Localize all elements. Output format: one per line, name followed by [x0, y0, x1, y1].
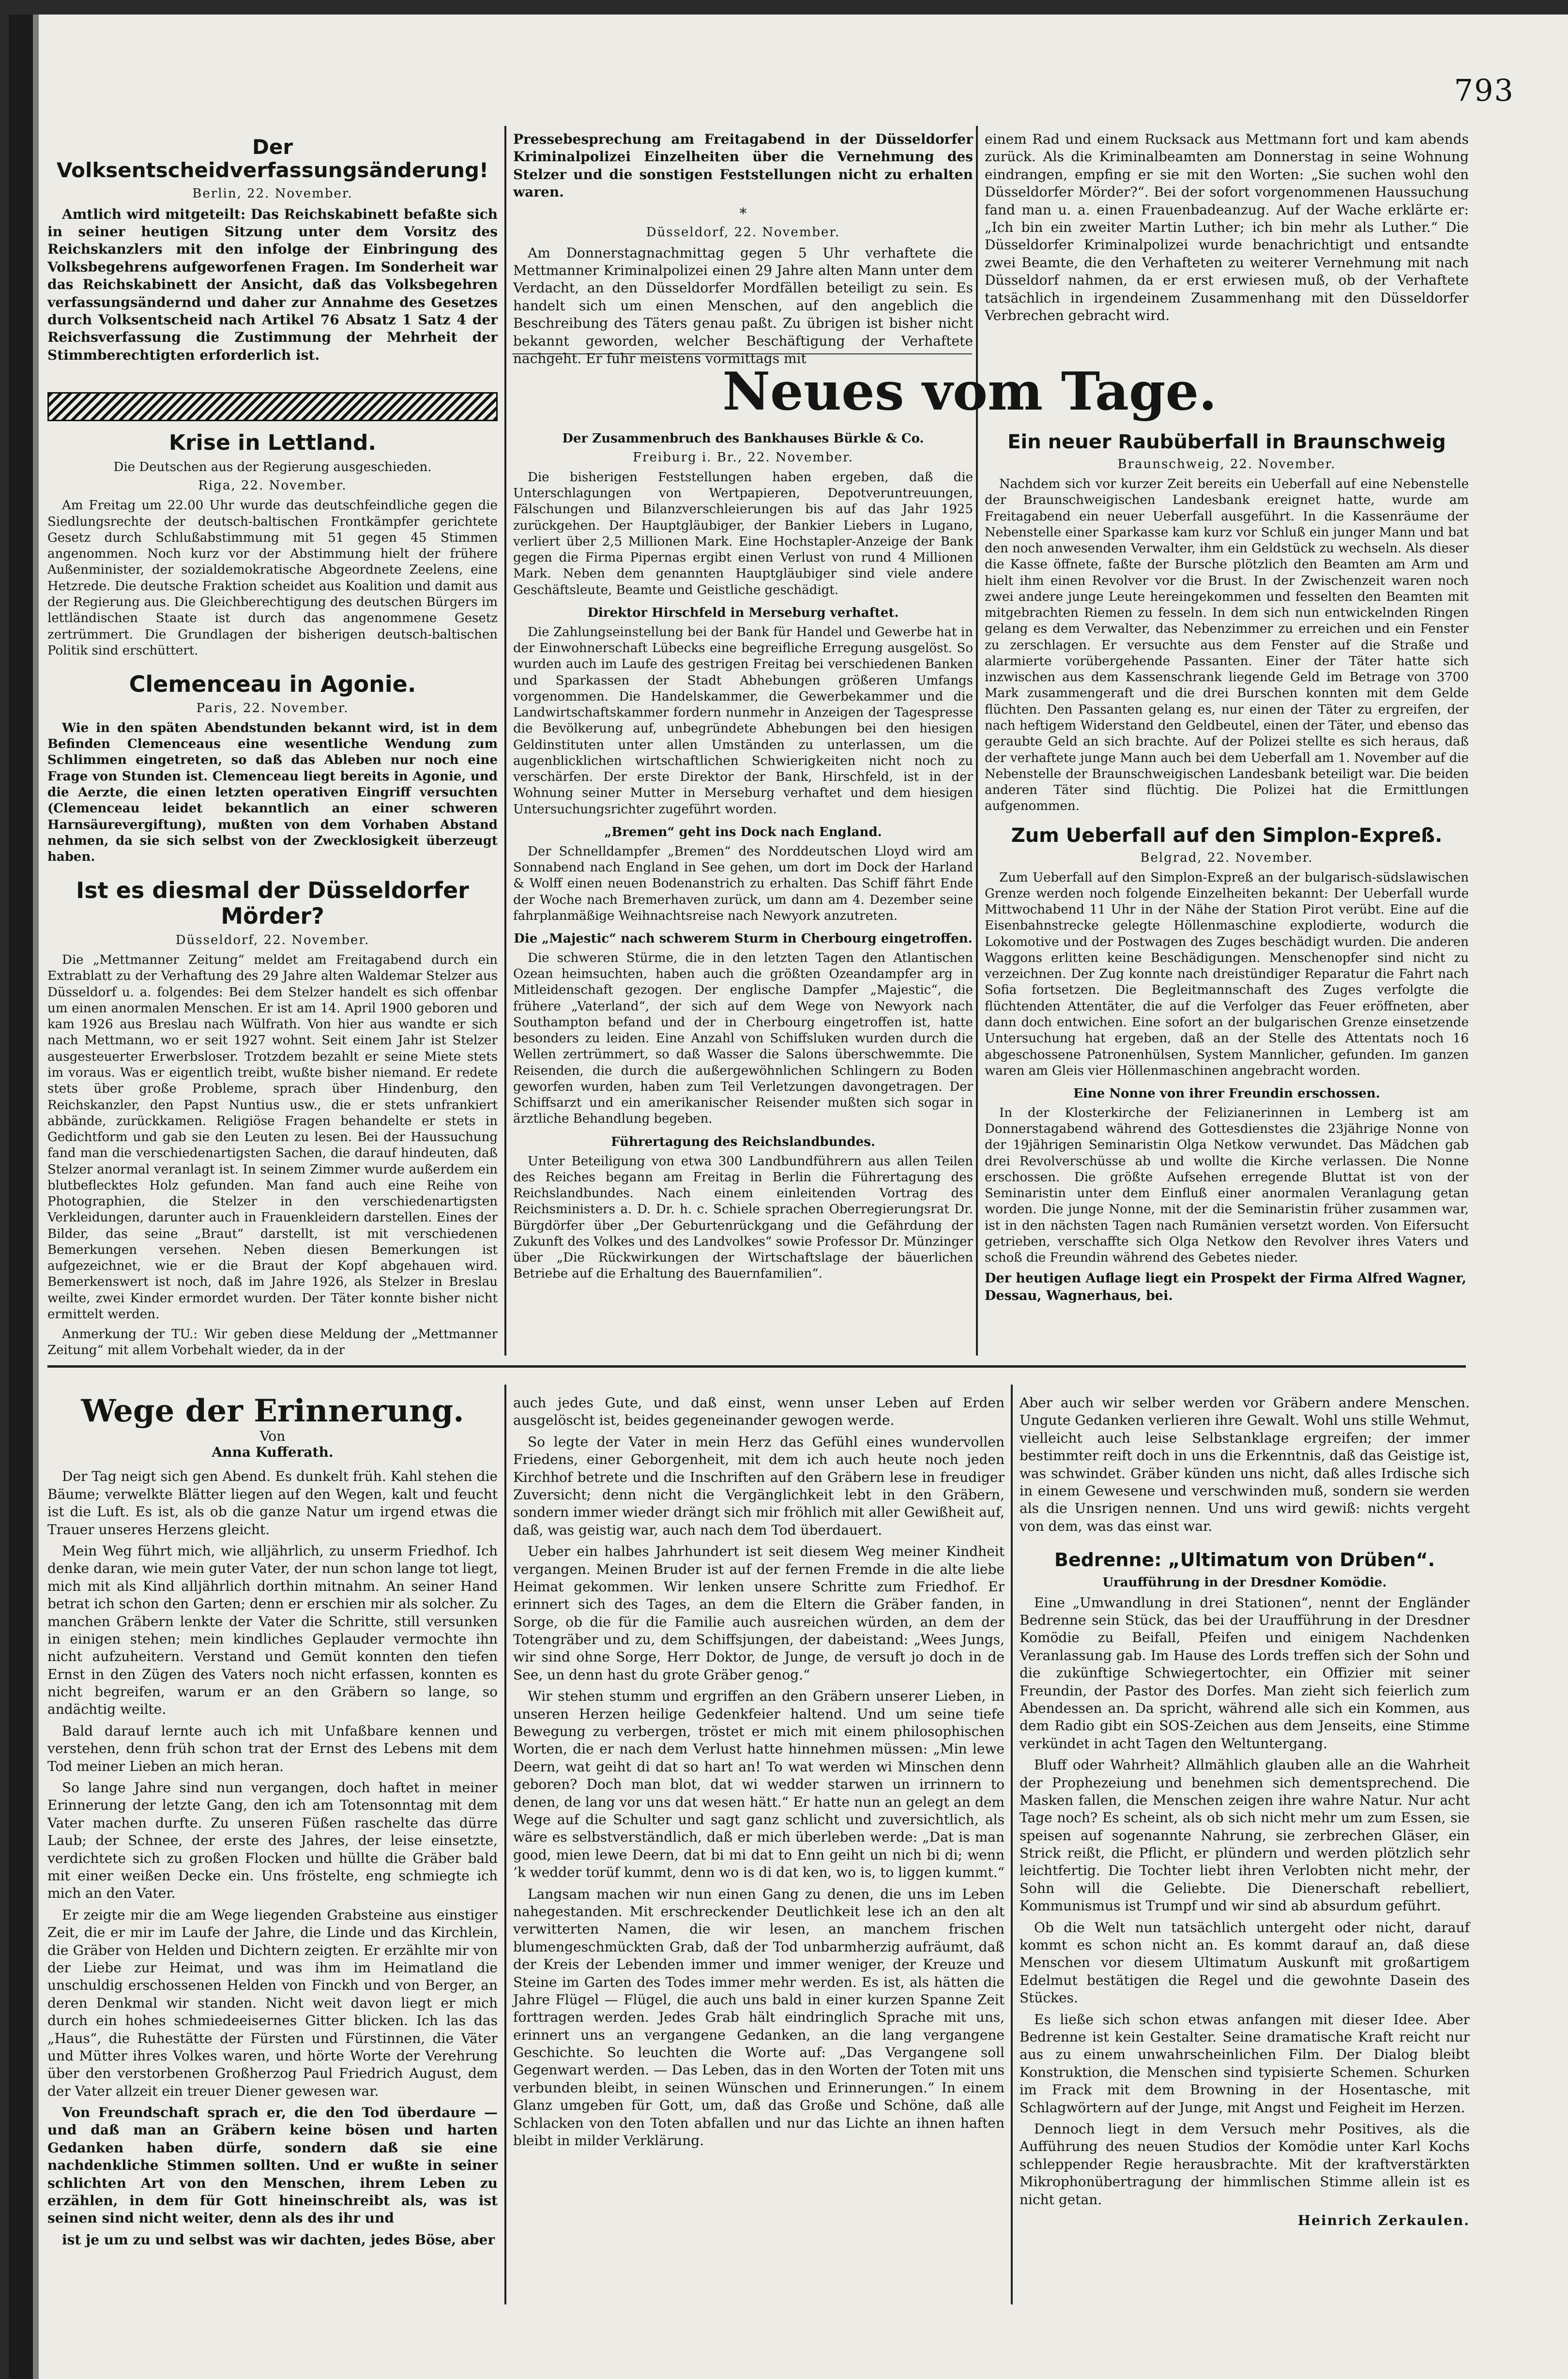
article-text: Die Zahlungseinstellung bei der Bank für Handel und Gewerbe hat in der Einwohnerschaft Lübecks eine begreifliche Erregung ausgelöst. So wurden auch im Laufe des gestrigen Freitag bei verschiedenen Banken und Sparkassen der Stadt Abhebungen größeren Umfangs vorgenommen. Die Handelskammer, die Gewerbekammer und die Landwirtschaftskammer fordern nunmehr in Anzeigen der Tagespresse die Bevölkerung auf, unbegründete Abhebungen bei den hiesigen Geldinstituten unter allen Umständen zu unterlassen, um die augenblicklichen wirtschaftlichen Schwierigkeiten nicht noch zu verschärfen. Der erste Direktor der Bank, Hirschfeld, ist in der Wohnung seiner Mutter in Merseburg verhaftet und dem hiesigen Untersuchungsrichter zugeführt worden.	[513, 625, 973, 817]
paragraph: auch jedes Gute, und daß einst, wenn unser Leben auf Erden ausgelöscht ist, beides gegeneinander gewogen werde.	[513, 1395, 1005, 1429]
column-3-top	[985, 131, 1469, 363]
article-continuation: einem Rad und einem Rucksack aus Mettmann fort und kam abends zurück. Als die Kriminalbeamten am Donnerstag in seine Wohnung eindrangen, empfing er sie mit den Worten: „Sie suchen wohl den Düsseldorfer Mörder?“. Bei der sofort vorgenommenen Haussuchung fand man u. a. einen Frauenbadeanzug. Auf der Wache erklärte er: „Ich bin ein zweiter Martin Luther; ich bin mehr als Luther.“ Die Düsseldorfer Kriminalpolizei wurde benachrichtigt und entsandte zwei Beamte, die den Verhafteten zu weiterer Vernehmung mit nach Düsseldorf nahmen, da er erst erwiesen muß, ob der Verhaftete tatsächlich in irgendeinem Zusammenhang mit den Düsseldorfer Verbrechen gebracht wird.	[985, 131, 1469, 323]
paragraph: Er zeigte mir die am Wege liegenden Grabsteine aus einstiger Zeit, die er mir im Laufe der Jahre, die Linde und das Kirchlein, die Gräber von Helden und Dichtern zeigten. Er erzählte mir von der Liebe zur Heimat, und was ihm im Heimatland die unschuldig erschossenen Helden von Finckh und von Berger, an deren Denkmal wir standen. Nicht weit davon liegt er mich durch ein hohes schmiedeeisernes Gitter blicken. Ich las das „Haus“, die Ruhestätte der Fürsten und Fürstinnen, die Väter und Mütter ihres Volkes waren, und hörte Worte der Verehrung über den verstorbenen Großherzog Paul Friedrich August, dem der Vater allzeit ein treuer Diener gewesen war.	[47, 1906, 498, 2099]
paragraph: Aber auch wir selber werden vor Gräbern andere Menschen. Ungute Gedanken verlieren ihre Gewalt. Wohl uns stille Wehmut, vielleicht auch leise Selbstanklage ergreifen; der immer bestimmter reift doch in uns die Erkenntnis, daß das Geistige ist, was schwindet. Gräber künden uns nicht, daß alles Irdische sich in einem Gewesene und verschwinden muß, sondern sie werden als die Unsrigen nennen. Und uns wird gewiß: nichts vergeht von dem, was das einst war.	[1020, 1395, 1470, 1534]
decorative-banner	[47, 392, 498, 421]
paragraph: So lange Jahre sind nun vergangen, doch haftet in meiner Erinnerung der letzte Gang, den ich am Totensonntag mit dem Vater machen durfte. Zu unseren Füßen raschelte das dürre Laub; der Schnee, der erste des Jahres, der leise einsetzte, verdichtete sich zu großen Flocken und hüllte die Gräber bald mit einer weißen Decke ein. Uns fröstelte, eng schmiegte ich mich an den Vater.	[47, 1780, 498, 1902]
byline: Von	[259, 1428, 286, 1445]
dateline: Freiburg i. Br., 22. November.	[633, 450, 853, 465]
subheadline: Die Deutschen aus der Regierung ausgeschieden.	[113, 459, 432, 474]
headline-buerkle: Der Zusammenbruch des Bankhauses Bürkle & Co.	[562, 431, 924, 446]
dateline: Braunschweig, 22. November.	[1117, 457, 1336, 472]
headline-clemenceau: Clemenceau in Agonie.	[129, 671, 416, 698]
review-signature: Heinrich Zerkaulen.	[1297, 2212, 1470, 2228]
feuilleton-column-1	[47, 1394, 498, 2304]
supplement-notice: Der heutigen Auflage liegt ein Prospekt der Firma Alfred Wagner, Dessau, Wagnerhaus, bei.	[985, 1271, 1467, 1303]
paragraph: Ueber ein halbes Jahrhundert ist seit diesem Weg meiner Kindheit vergangen. Meinen Bruder ist auf der fernen Fremde in die alte liebe Heimat gekommen. Wir lenken unsere Schritte zum Friedhof. Er erinnert sich des Tages, an dem die Eltern die Gräber fanden, in Sorge, ob die für die Familie auch ausreichen würden, an dem der Totengräber und zu, dem Schiffsjungen, der dabeistand: „Wees Jungs, wir sind ohne Sorge, Herr Doktor, de Junge, de versuft jo doch in de See, un denn hast du grote Gräber genog.“	[513, 1543, 1005, 1683]
column-rule-4	[1011, 1385, 1013, 2304]
dateline: Düsseldorf, 22. November.	[646, 225, 840, 240]
article-text: Amtlich wird mitgeteilt: Das Reichskabinett befaßte sich in seiner heutigen Sitzung unter dem Vorsitz des Reichskanzlers mit den infolge der Einbringung des Volksbegehrens aufgeworfenen Fragen. Im Sonderheit war das Reichskabinett der Ansicht, daß das Volksbegehren verfassungsändernd und daher zur Annahme des Gesetzes durch Volksentscheid nach Artikel 76 Absatz 1 Satz 4 der Reichsverfassung die Zustimmung der Mehrheit der Stimmberechtigten erforderlich ist.	[47, 206, 498, 363]
article-text: Die bisherigen Feststellungen haben ergeben, daß die Unterschlagungen von Wertpapieren, Depotveruntreuungen, Fälschungen und Bilanzverschleierungen bis auf das Jahr 1925 zurückgehen. Der Hauptgläubiger, der Bankier Liebers in Lugano, verliert über 2,5 Millionen Mark. Eine Hochstapler-Anzeige der Bank gegen die Firma Pipernas ergibt einen Verlust von rund 4 Millionen Mark. Neben dem genannten Hauptgläubiger sind viele andere Geschäftsleute, Beamte und Geistliche geschädigt.	[513, 470, 973, 597]
column-rule-1	[504, 126, 506, 1356]
paragraph: Eine „Umwandlung in drei Stationen“, nennt der Engländer Bedrenne sein Stück, das bei der Uraufführung in der Dresdner Komödie zu Beifall, Pfeifen und einigem Nachdenken Veranlassung gab. Im Hause des Lords treffen sich der Sohn und die zukünftige Schwiegertochter, ein Offizier mit seiner Freundin, der Pastor des Dorfes. Man zieht sich feierlich zum Abendessen an. Da spricht, während alle sich ein Kommen, aus dem Radio gibt ein SOS-Zeichen aus dem Jenseits, eine Stimme verkündet in acht Tagen den Weltuntergang.	[1020, 1594, 1470, 1752]
newspaper-page	[9, 15, 1568, 2379]
page-number: 793	[1454, 73, 1514, 108]
feuilleton-separator-rule	[47, 1365, 1466, 1368]
dateline: Berlin, 22. November.	[192, 186, 353, 201]
paragraph: Wir stehen stumm und ergriffen an den Gräbern unserer Lieben, in unseren Herzen heilige Gedenkfeier haltend. Und um seine tiefe Bewegung zu verbergen, tröstet er mich mit einem philosophischen Worten, die er nach dem Verlust hatte hinnehmen müssen: „Min lewe Deern, wat geiht di dat so hart an! To wat werden wi Minschen denn geboren? Doch man blot, dat wi wedder starwen un irrinnern to denen, de lang vor uns dat wesen hätt.“ Er hatte nun an gelegt an dem Wege auf die Schulter und sagt ganz schlicht und zuversichtlich, als wäre es selbstverständlich, daß er mich überleben werde: „Dat is man good, mien lewe Deern, dat bi mi dat to Enn geiht un nich bi di; wenn ’k wedder torüf kummt, denn wo is di dat ken, wo is, to liggen kummt.“	[513, 1688, 1005, 1881]
subheadline: Uraufführung in der Dresdner Komödie.	[1102, 1575, 1387, 1590]
headline-bremen: „Bremen“ geht ins Dock nach England.	[604, 824, 882, 839]
dateline: Riga, 22. November.	[198, 478, 347, 493]
column-2	[513, 431, 973, 1360]
headline-krise-lettland: Krise in Lettland.	[168, 430, 377, 455]
scan-gutter-dark	[9, 15, 33, 2379]
headline-hirschfeld: Direktor Hirschfeld in Merseburg verhaftet.	[587, 605, 899, 620]
dateline: Belgrad, 22. November.	[1140, 850, 1313, 865]
paragraph: Langsam machen wir nun einen Gang zu denen, die uns im Leben nahegestanden. Mit erschreckender Deutlichkeit lese ich an den alt verwitterten Namen, die wir lesen, an manchem frischen blumengeschmückten Grab, daß der Tod unbarmherzig aufräumt, daß der Kreis der Lebenden immer und immer weniger, der Kreuze und Steine im Garten des Todes immer mehr werden. Es ist, als hätten die Jahre Flügel — Flügel, die auch uns bald in einer kurzen Spanne Zeit forttragen werden. Jedes Grab hält eindringlich Sprache mit uns, erinnert uns an vergangene Gedanken, an die lang vergangene Geschichte. So leuchten die Worte auf: „Das Vergangene soll Gegenwart werden. — Das Leben, das in den Worten der Toten mit uns verbunden bleibt, in seinen Wünschen und Erinnerungen.“ In einem Glanz umgeben für Gott, um, daß das Große und Schöne, daß alle Schlacken von den Toten abfallen und nur das Lichte an ihnen haften bleibt in milder Verklärung.	[513, 1886, 1005, 2149]
headline-volksentscheid: Der Volksentscheidverfassungsänderung!	[56, 135, 489, 183]
article-text: Am Freitag um 22.00 Uhr wurde das deutschfeindliche gegen die Siedlungsrechte der deutsch-baltischen Frontkämpfer gerichtete Gesetz durch Schlußabstimmung mit 51 gegen 45 Stimmen angenommen. Noch kurz vor der Abstimmung hielt der frühere Außenminister, der sozialdemokratische Abgeordnete Zeelens, eine Hetzrede. Die deutsche Fraktion scheidet aus Koalition und damit aus der Regierung aus. Die Gleichberechtigung des deutschen Bürgers im lettländischen Staate ist durch das angenommene Gesetz zertrümmert. Die Grundlagen der bisherigen deutsch-baltischen Politik sind erschüttert.	[47, 498, 498, 658]
headline-majestic: Die „Majestic“ nach schwerem Sturm in Cherbourg eingetroffen.	[514, 931, 973, 946]
article-text: Wie in den späten Abendstunden bekannt wird, ist in dem Befinden Clemenceaus eine wesentliche Wendung zum Schlimmen eingetreten, so daß das Ableben nur noch eine Frage von Stunden ist. Clemenceau liegt bereits in Agonie, und die Aerzte, die einen letzten operativen Eingriff versuchten (Clemenceau leidet bekanntlich an einer schweren Harnsäurevergiftung), mußten von dem Vorhaben Abstand nehmen, da sie sich selbst von der Zwecklosigkeit überzeugt haben.	[47, 720, 498, 865]
headline-simplon-express: Zum Ueberfall auf den Simplon-Expreß.	[1011, 824, 1443, 847]
editor-note: Anmerkung der TU.: Wir geben diese Meldung der „Mettmanner Zeitung“ mit allem Vorbehalt wieder, da in der	[47, 1327, 498, 1358]
paragraph: Mein Weg führt mich, wie alljährlich, zu unserm Friedhof. Ich denke daran, wie mein guter Vater, der nun schon lange tot liegt, mich mit als Kind alljährlich dorthin mitnahm. An seiner Hand betrat ich schon den Garten; denn er erschien mir als solcher. Zu manchen Gräbern lenkte der Vater die Schritte, still versunken in einigen stehen; mein kindliches Geplauder vermochte ihn nicht aufzuheitern. Verstand und Gemüt konnten den tiefen Ernst in den Zügen des Vaters noch nicht erfassen, konnten es nicht begreifen, warum er an den Gräbern so lange, so andächtig weilte.	[47, 1542, 498, 1718]
headline-nonne: Eine Nonne von ihrer Freundin erschossen.	[1073, 1086, 1380, 1101]
column-1	[47, 431, 498, 1360]
paragraph: Von Freundschaft sprach er, die den Tod überdaure — und daß man an Gräbern keine bösen und harten Gedanken haben dürfe, sondern daß sie eine nachdenkliche Stimmen sollten. Und er wußte in seiner schlichten Art von den Menschen, ihrem Leben zu erzählen, in dem für Gott hineinschreibt als, was ist seinen sind nicht weiter, denn als des ihr und	[47, 2104, 498, 2226]
article-continuation: Pressebesprechung am Freitagabend in der Düsseldorfer Kriminalpolizei Einzelheiten über die Vernehmung des Stelzer und die sonstigen Feststellungen nicht zu erhalten waren.	[513, 131, 973, 200]
headline-raubueberfall: Ein neuer Raubüberfall in Braunschweig	[1007, 431, 1446, 453]
feuilleton-column-2	[513, 1394, 1005, 2304]
headline-ultimatum: Bedrenne: „Ultimatum von Drüben“.	[1054, 1549, 1435, 1571]
author-name: Anna Kufferath.	[212, 1444, 334, 1461]
paragraph: So legte der Vater in mein Herz das Gefühl eines wundervollen Friedens, einer Geborgenheit, mit dem ich auch heute noch jeden Kirchhof betrete und die Inschriften auf den Gräbern lese in freudiger Zuversicht; denn nicht die Vergänglichkeit lebt in den Gräbern, sondern immer wieder drängt sich mir fröhlich mit aller Gewißheit auf, daß, was geistig war, auch nach dem Tod überdauert.	[513, 1434, 1005, 1538]
article-text: Der Schnelldampfer „Bremen“ des Norddeutschen Lloyd wird am Sonnabend nach England in See gehen, um dort im Dock der Harland & Wolff einen neuen Bodenanstrich zu erhalten. Das Schiff fährt Ende der Woche nach Bremerhaven zurück, um dann am 4. Dezember seine fahrplanmäßige Weihnachtsreise nach Newyork anzutreten.	[513, 844, 973, 923]
paragraph: Es ließe sich schon etwas anfangen mit dieser Idee. Aber Bedrenne ist kein Gestalter. Seine dramatische Kraft reicht nur aus zu einem unwahrscheinlichen Film. Der Dialog bleibt Konstruktion, die Menschen sind typisierte Schemen. Schurken im Frack mit dem Browning in der Hosentasche, mit Schlagwörtern auf der Junge, mit Angst und Feigheit im Herzen.	[1020, 2011, 1470, 2116]
feuilleton-title: Wege der Erinnerung.	[81, 1393, 464, 1429]
article-text: Am Donnerstagnachmittag gegen 5 Uhr verhaftete die Mettmanner Kriminalpolizei einen 29 Jahre alten Mann unter dem Verdacht, an den Düsseldorfer Mordfällen beteiligt zu sein. Es handelt sich um einen Menschen, auf den angeblich die Beschreibung des Täters genau paßt. Zu übrigen ist bisher nicht bekannt geworden, welcher Beschäftigung der Verhaftete nachgeht. Er fuhr meistens vormittags mit	[513, 244, 973, 366]
headline-reichslandbund: Führertagung des Reichslandbundes.	[611, 1134, 875, 1149]
paragraph: Der Tag neigt sich gen Abend. Es dunkelt früh. Kahl stehen die Bäume; verwelkte Blätter liegen auf den Wegen, kalt und feucht ist die Luft. Es ist, als ob die ganze Natur um irgend etwas die Trauer unseres Herzens gleicht.	[47, 1468, 498, 1538]
dateline: Düsseldorf, 22. November.	[175, 933, 370, 948]
paragraph: Bluff oder Wahrheit? Allmählich glauben alle an die Wahrheit der Prophezeiung und benehmen sich dementsprechend. Die Masken fallen, die Menschen zeigen ihre wahre Natur. Nur acht Tage noch? Es scheint, als ob sich nicht mehr um zum Essen, sie speisen auf sogenannte Nahrung, sie zerbrechen Gläser, ein Strick reißt, die Pflicht, er plündern und werden plötzlich sehr leichtfertig. Die Tochter liebt ihren Verlobten nicht mehr, der Sohn will die Geliebte. Die Dienerschaft rebelliert, Kommunismus ist Trumpf und wir sind ab absurdum geführt.	[1020, 1757, 1470, 1914]
article-text: In der Klosterkirche der Felizianerinnen in Lemberg ist am Donnerstagabend während des Gottesdienstes die 23jährige Nonne von der 19jährigen Seminaristin Olga Netkow verwundet. Das Mädchen gab drei Revolverschüsse ab und wollte die Kirche verlassen. Die Nonne erschossen. Die größte Aufsehen erregende Bluttat ist von der Seminaristin unter dem Einfluß einer anormalen Veranlagung getan worden. Die junge Nonne, mit der die Seminaristin früher zusammen war, ist in den nächsten Tagen nach Rumänien versetzt worden. Von Eifersucht getrieben, verschaffte sich Olga Netkow den Revolver ihres Vaters und schoß die Freundin während des Gebetes nieder.	[985, 1105, 1469, 1266]
neues-vom-tage-header	[715, 363, 1224, 431]
article-text: Zum Ueberfall auf den Simplon-Expreß an der bulgarisch-südslawischen Grenze werden noch folgende Einzelheiten bekannt: Der Ueberfall wurde Mittwochabend 11 Uhr in der Nähe der Station Pirot verübt. Eine auf die Eisenbahnstrecke gelegte Höllenmaschine explodierte, wodurch die Lokomotive und der Postwagen des Zuges beschädigt wurden. Die anderen Waggons erlitten keine Beschädigungen. Menschenopfer sind nicht zu verzeichnen. Der Zug konnte nach dreistündiger Reparatur die Fahrt nach Sofia fortsetzen. Die Begleitmannschaft des Zuges verfolgte die flüchtenden Attentäter, die auf die Verfolger das Feuer eröffneten, aber dann doch entwichen. Eine sofort an der bulgarischen Grenze einsetzende Untersuchung hat ergeben, daß an der Stelle des Attentats noch 16 abgeschossene Patronenhülsen, System Mannlicher, gefunden. Im ganzen waren am Gleis vier Höllenmaschinen angebracht worden.	[985, 870, 1469, 1078]
paragraph: Dennoch liegt in dem Versuch mehr Positives, als die Aufführung des neuen Studios der Komödie unter Karl Kochs schleppender Regie herausbrachte. Mit der kraftverstärkten Mikrophonübertragung der himmlischen Stimme allein ist es nicht getan.	[1020, 2120, 1470, 2208]
column-2-top	[513, 131, 973, 366]
article-text: Nachdem sich vor kurzer Zeit bereits ein Ueberfall auf eine Nebenstelle der Braunschweigischen Landesbank ereignet hatte, wurde am Freitagabend ein neuer Ueberfall ausgeführt. In die Kassenräume der Nebenstelle einer Sparkasse kam kurz vor Schluß ein junger Mann und bat den noch anwesenden Verwalter, ihm ein Geldstück zu wechseln. Als dieser die Kasse öffnete, faßte der Bursche plötzlich den Beamten am Arm und hielt ihm einen Revolver vor die Brust. In der Zwischenzeit waren noch zwei andere junge Leute hereingekommen und fesselten den Beamten mit mitgebrachten Riemen zu fesseln. In dem sich nun entwickelnden Ringen gelang es dem Verwalter, das Nebenzimmer zu erreichen und ein Fenster zu zerschlagen. Er versuchte aus dem Fenster auf die Straße und alarmierte vorübergehende Passanten. Einer der Täter hatte sich inzwischen aus dem Kassenschrank liegende Geld im Betrage von 3700 Mark zusammengeraft und die drei Burschen konnten mit dem Gelde flüchten. Den Passanten gelang es, nur einen der Täter zu ergreifen, der nach heftigem Widerstand den Geldbeutel, einen der Täter, und ebenso das geraubte Geld an sich brachte. Auf der Polizei stellte es sich heraus, daß der verhaftete junge Mann auch bei dem Ueberfall am 1. November auf die Nebenstelle der Braunschweigischen Landesbank beteiligt war. Die beiden anderen Täter sind flüchtig. Die Polizei hat die Ermittlungen aufgenommen.	[985, 477, 1469, 814]
column-3	[985, 431, 1469, 1360]
scan-gutter-edge	[33, 15, 39, 2379]
paragraph: Ob die Welt nun tatsächlich untergeht oder nicht, darauf kommt es schon nicht an. Es kommt darauf an, daß diese Menschen vor diesem Ultimatum Auskunft mit großartigem Edelmut bestätigen die Regel und die gewohnte Dasein des Stückes.	[1020, 1919, 1470, 2006]
feuilleton-column-3	[1020, 1394, 1470, 2304]
column-rule-2	[976, 126, 978, 1356]
column-rule-3	[504, 1385, 506, 2304]
dateline: Paris, 22. November.	[196, 701, 349, 716]
article-text: Unter Beteiligung von etwa 300 Landbundführern aus allen Teilen des Reiches begann am Freitag in Berlin die Führertagung des Reichslandbundes. Nach einem einleitenden Vortrag des Reichsministers a. D. Dr. h. c. Schiele sprachen Oberregierungsrat Dr. Bürgdörfer über „Der Geburtenrückgang und die Gefährdung der Zukunft des Volkes und des Landvolkes“ sowie Professor Dr. Münzinger über „Die Rückwirkungen der Wirtschaftslage der bäuerlichen Betriebe auf die Erhaltung des Bauernfamilien“.	[513, 1154, 973, 1281]
section-title: Neues vom Tage.	[722, 361, 1217, 422]
paragraph: ist je um zu und selbst was wir dachten, jedes Böse, aber	[62, 2231, 495, 2248]
paragraph: Bald darauf lernte auch ich mit Unfaßbare kennen und verstehen, denn früh schon trat der Ernst des Lebens mit dem Tod meiner Lieben an mich heran.	[47, 1723, 498, 1774]
headline-duesseldorfer-moerder: Ist es diesmal der Düsseldorfer Mörder?	[76, 877, 469, 930]
column-1-top	[47, 136, 498, 387]
separator-star: *	[739, 205, 747, 222]
article-text: Die schweren Stürme, die in den letzten Tagen den Atlantischen Ozean heimsuchten, haben auch die größten Ozeandampfer arg in Mitleidenschaft gezogen. Der englische Dampfer „Majestic“, die frühere „Vaterland“, der sich auf dem Wege von Newyork nach Southampton befand und der in Cherbourg eingetroffen ist, hatte besonders zu leiden. Eine Anzahl von Schiffsluken wurden durch die Wellen zertrümmert, so daß Wasser die Salons überschwemmte. Die Reisenden, die durch die außergewöhnlichen Schlingern zu Boden geworfen wurden, haben zum Teil Verletzungen davongetragen. Der Schiffsarzt und ein amerikanischer Reisender mußten sich sogar in ärztliche Behandlung begeben.	[513, 950, 973, 1127]
article-text: Die „Mettmanner Zeitung“ meldet am Freitagabend durch ein Extrablatt zu der Verhaftung des 29 Jahre alten Waldemar Stelzer aus Düsseldorf u. a. folgendes: Bei dem Stelzer handelt es sich offenbar um einen anormalen Menschen. Er ist am 14. April 1900 geboren und kam 1926 aus Breslau nach Wülfrath. Von hier aus wandte er sich nach Mettmann, wo er seit 1927 wohnt. Seit einem Jahr ist Stelzer ausgesteuerter Erwerbsloser. Trotzdem bezahlt er seine Miete stets im voraus. Was er eigentlich treibt, wußte bisher niemand. Er redete stets über große Probleme, sprach über Hindenburg, den Reichskanzler, den Papst Nuntius usw., die er stets unfrankiert abbände, zurückkamen. Religiöse Fragen behandelte er stets in Gedichtform und gab sie den Leuten zu lesen. Bei der Haussuchung fand man die verschiedenartigsten Sachen, die darauf hindeuten, daß Stelzer anormal veranlagt ist. In seinem Zimmer wurde außerdem ein blutbeflecktes Holz gefunden. Man fand auch eine Reihe von Photographien, die Stelzer in den verschiedenartigsten Verkleidungen, darunter auch in Frauenkleidern darstellen. Eines der Bilder, das seine „Braut“ darstellt, ist mit verschiedenen Bemerkungen versehen. Neben diesen Bemerkungen ist aufgezeichnet, wie er die Braut der Kopf abgehauen wird. Bemerkenswert ist noch, daß im Jahre 1926, als Stelzer in Breslau weilte, zwei Kinder ermordet wurden. Der Täter konnte bisher nicht ermittelt werden.	[47, 953, 498, 1322]
